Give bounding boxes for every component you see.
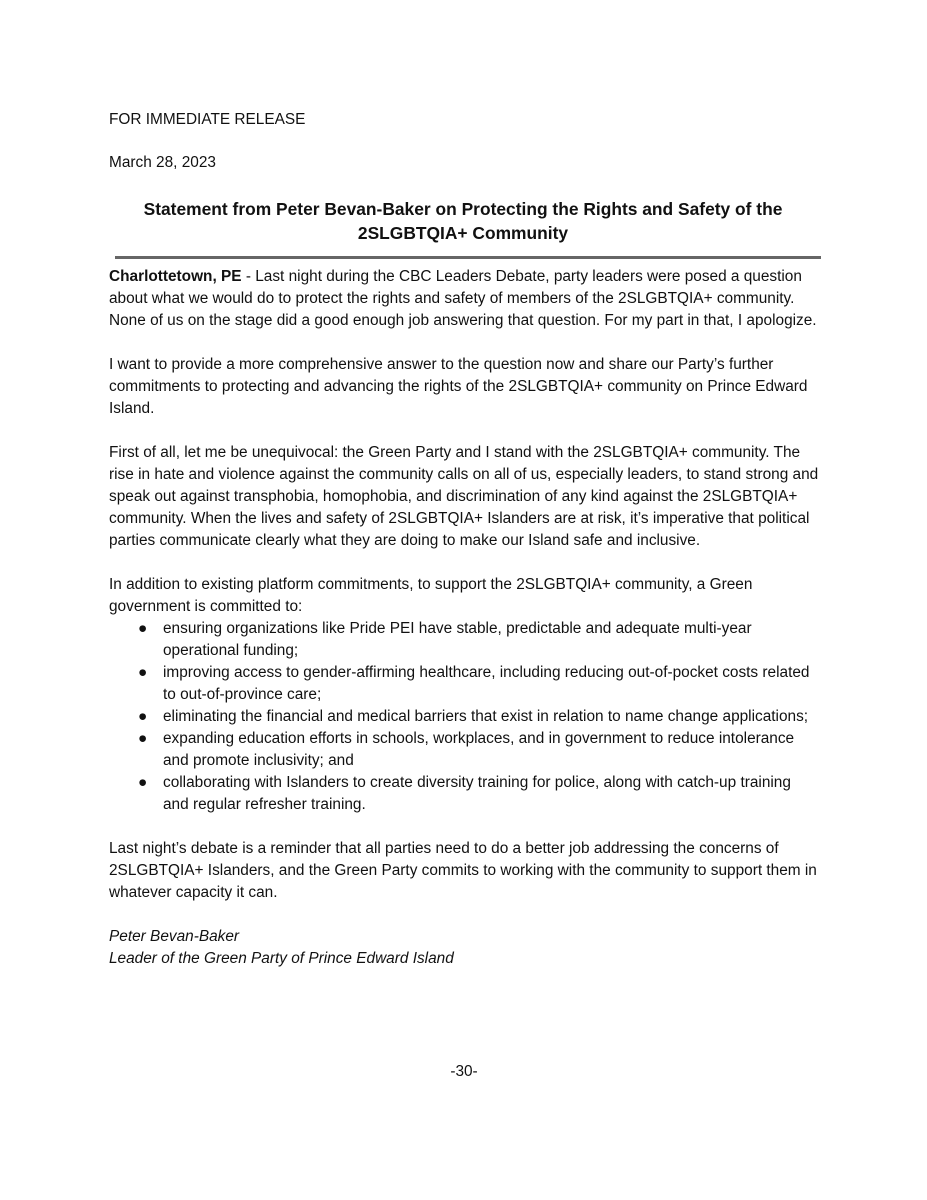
release-label: FOR IMMEDIATE RELEASE (109, 111, 306, 128)
commitments-list (109, 618, 819, 816)
paragraph-4-intro: In addition to existing platform commitments, to support the 2SLGBTQIA+ community, a Green government is committed to: (109, 576, 753, 615)
list-item (109, 706, 819, 728)
list-item (109, 772, 819, 816)
list-item-text: eliminating the financial and medical barriers that exist in relation to name change applications; (163, 708, 809, 725)
bullet-icon: ● (138, 708, 148, 725)
dateline: Charlottetown, PE (109, 268, 242, 285)
list-item-text: ensuring organizations like Pride PEI have stable, predictable and adequate multi-year operational funding; (163, 620, 752, 659)
title-line-2: 2SLGBTQIA+ Community (357, 223, 569, 243)
paragraph-5: Last night’s debate is a reminder that all parties need to do a better job addressing the concerns of 2SLGBTQIA+ Islanders, and the Green Party commits to working with the community to support them in whatever capacity it can. (109, 840, 817, 901)
list-item (109, 728, 819, 772)
list-item-text: expanding education efforts in schools, workplaces, and in government to reduce intolerance and promote inclusivity; and (163, 730, 795, 769)
paragraph-2: I want to provide a more comprehensive answer to the question now and share our Party’s further commitments to protecting and advancing the rights of the 2SLGBTQIA+ community on Prince Edward Island. (109, 356, 808, 417)
paragraph-3: First of all, let me be unequivocal: the Green Party and I stand with the 2SLGBTQIA+ community. The rise in hate and violence against the community calls on all of us, especially leaders, to stand strong and speak out against transphobia, homophobia, and discrimination of any kind against the 2SLGBTQIA+ community. When the lives and safety of 2SLGBTQIA+ Islanders are at risk, it’s imperative that political parties communicate clearly what they are doing to make our Island safe and inclusive. (109, 444, 819, 549)
paragraph-1 (109, 266, 819, 332)
paragraph-1-text: - Last night during the CBC Leaders Debate, party leaders were posed a question about what we would do to protect the rights and safety of members of the 2SLGBTQIA+ community. None of us on the stage did a good enough job answering that question. For my part in that, I apologize. (109, 268, 817, 329)
list-item (109, 618, 819, 662)
signature-role: Leader of the Green Party of Prince Edward Island (109, 950, 454, 967)
release-date: March 28, 2023 (109, 154, 216, 171)
list-item (109, 662, 819, 706)
page-title (109, 197, 817, 245)
bullet-icon: ● (138, 774, 148, 791)
bullet-icon: ● (138, 664, 148, 681)
signature-name: Peter Bevan-Baker (109, 928, 240, 945)
list-item-text: collaborating with Islanders to create diversity training for police, along with catch-up training and regular refresher training. (163, 774, 791, 813)
title-line-1: Statement from Peter Bevan-Baker on Protecting the Rights and Safety of the (143, 199, 783, 219)
bullet-icon: ● (138, 730, 148, 747)
signature-block (109, 926, 819, 970)
title-divider (115, 256, 821, 259)
end-marker: -30- (450, 1063, 478, 1080)
bullet-icon: ● (138, 620, 148, 637)
statement-body (109, 266, 819, 970)
list-item-text: improving access to gender-affirming healthcare, including reducing out-of-pocket costs related to out-of-province care; (163, 664, 810, 703)
